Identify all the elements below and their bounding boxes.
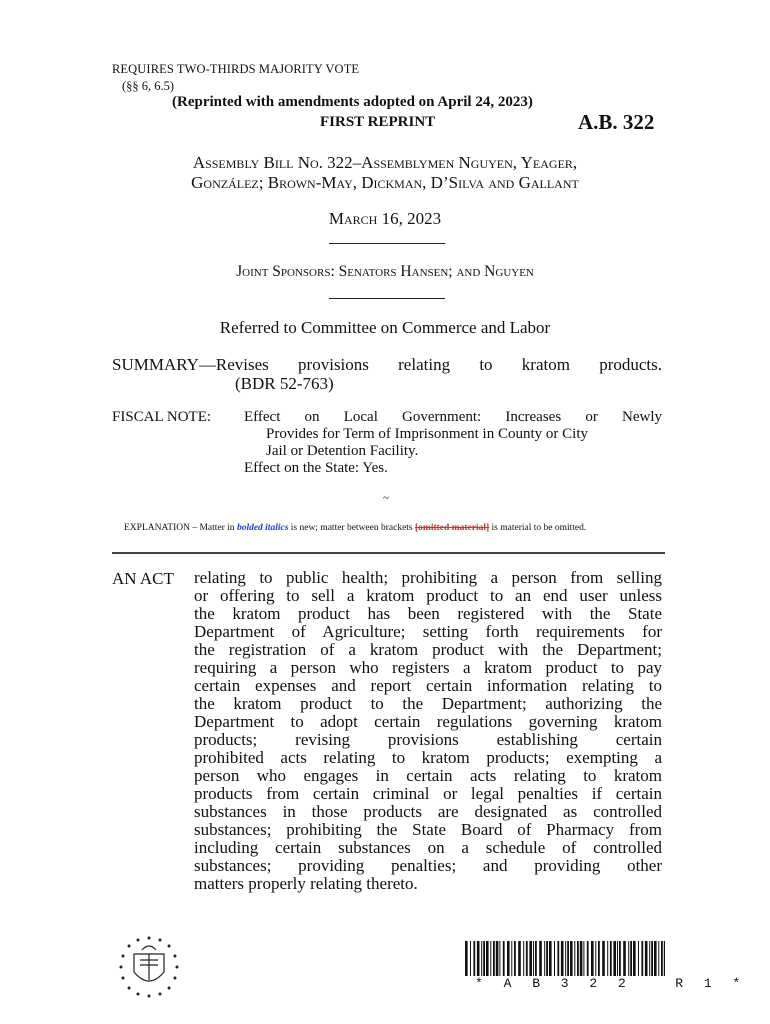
reprint-note: (Reprinted with amendments adopted on April 24, 2023) [172,94,533,110]
sections-reference: (§§ 6, 6.5) [122,79,175,93]
barcode-bar [496,941,499,976]
barcode-bar [645,941,648,976]
barcode-bar [514,941,516,976]
reprint-label: FIRST REPRINT [320,114,436,130]
barcode-bar [617,941,618,976]
barcode-bar [511,941,512,976]
bill-number: A.B. 322 [578,110,655,134]
barcode-bar [549,941,552,976]
barcode-bar [490,941,491,976]
explanation-note [124,523,586,533]
barcode-bar [580,941,583,976]
barcode-bar [628,941,629,976]
act-text-line: person who engages in certain acts relating to kratom [194,766,662,785]
barcode-bar [539,941,542,976]
barcode-bar [583,941,584,976]
barcode-bar [546,941,548,976]
vote-requirement: REQUIRES TWO-THIRDS MAJORITY VOTE [112,62,360,76]
barcode-bar [654,941,657,976]
barcode-bar [526,941,528,976]
section-divider-glyph: ~ [383,492,389,504]
divider-rule [329,298,445,299]
bill-title-line-1: Assembly Bill No. 322–Assemblymen Nguyen, Yeager, [192,153,578,172]
explanation-new-sample: bolded italics [236,523,289,533]
barcode-bar [557,941,559,976]
fiscal-note-state-effect: Effect on the State: Yes. [244,460,388,476]
barcode-bar [565,941,566,976]
act-text-line: substances; providing penalties; and providing other [194,856,662,875]
act-text-line: relating to public health; prohibiting a person from selling [194,568,662,587]
act-text-line: the kratom product has been registered with the State [194,604,662,623]
bill-title-line-2: González; Brown-May, Dickman, D’Silva and Gallant [191,173,579,192]
barcode-bar [598,941,600,976]
summary-bdr: (BDR 52-763) [235,374,334,393]
barcode-bar [533,941,534,976]
barcode-bar [570,941,573,976]
barcode-bar [477,941,480,976]
barcode-bar [554,941,555,976]
act-text-line: Department of Agriculture; setting forth requirements for [194,622,662,641]
barcode-icon [465,941,665,976]
barcode-bar [664,941,665,976]
fiscal-note-line: Effect on Local Government: Increases or Newly [244,409,662,425]
barcode-text: * A B 3 2 2 R 1 * [475,976,747,991]
barcode-bar [518,941,521,976]
act-text-line: Department to adopt certain regulations governing kratom [194,712,662,731]
act-text-line: prohibited acts relating to kratom products; exempting a [194,748,662,767]
barcode-bar [567,941,569,976]
barcode-bar [561,941,564,976]
act-text-line: including certain substances on a schedule of controlled [194,838,662,857]
barcode-bar [470,941,471,976]
fiscal-note-label: FISCAL NOTE: [112,409,212,425]
act-text-line: or offering to sell a kratom product to an end user unless [194,586,662,605]
fiscal-note-line: Provides for Term of Imprisonment in County or City [266,426,588,442]
barcode-bar [630,941,632,976]
barcode-bar [649,941,650,976]
barcode-bar [465,941,468,976]
explanation-middle: is new; matter between brackets [288,523,416,533]
barcode-bar [529,941,532,976]
act-text-line: certain expenses and report certain information relating to [194,676,662,695]
barcode-bar [641,941,643,976]
committee-referral: Referred to Committee on Commerce and Labor [219,318,551,337]
explanation-omitted-sample: [omitted material] [415,523,490,533]
barcode-bar [658,941,659,976]
barcode-bar [595,941,596,976]
barcode-bar [483,941,485,976]
act-text-line: substances in those products are designated as controlled [194,802,662,821]
barcode-bar [613,941,616,976]
barcode-bar [587,941,589,976]
barcode-bar [507,941,510,976]
barcode-bar [486,941,489,976]
barcode-bar [591,941,594,976]
divider-rule [329,243,445,244]
barcode-bar [574,941,575,976]
joint-sponsors: Joint Sponsors: Senators Hansen; and Nguyen [236,263,534,280]
fiscal-note-line: Jail or Detention Facility. [266,443,419,459]
act-text-line: substances; prohibiting the State Board of Pharmacy from [194,820,662,839]
barcode-bar [523,941,524,976]
barcode-bar [661,941,663,976]
barcode-bar [503,941,505,976]
bill-date: March 16, 2023 [328,209,442,228]
explanation-suffix: is material to be omitted. [489,523,587,533]
barcode-bar [499,941,500,976]
horizontal-rule [112,552,665,554]
barcode-bar [535,941,537,976]
act-text-line: the registration of a kratom product with the Department; [194,640,662,659]
act-text-line: products from certain criminal or legal penalties if certain [194,784,662,803]
act-text-line: matters properly relating thereto. [194,874,418,893]
barcode-bar [607,941,608,976]
act-body [194,569,662,893]
barcode-bar [481,941,482,976]
summary-line: SUMMARY—Revises provisions relating to kratom products. [112,355,662,374]
barcode-bar [619,941,621,976]
barcode-bar [577,941,579,976]
barcode-bar [544,941,545,976]
barcode-bar [633,941,636,976]
act-heading: AN ACT [112,569,174,588]
barcode-bar [623,941,626,976]
act-text-line: products; revising provisions establishing certain [194,730,662,749]
state-seal-icon [114,932,184,1002]
barcode-bar [473,941,475,976]
barcode-bar [493,941,495,976]
explanation-prefix: EXPLANATION – Matter in [124,523,237,533]
barcode-bar [651,941,653,976]
barcode-bar [602,941,605,976]
act-text-line: the kratom product to the Department; authorizing the [194,694,662,713]
barcode-bar [638,941,639,976]
barcode-bar [610,941,612,976]
act-text-line: requiring a person who registers a kratom product to pay [194,658,662,677]
